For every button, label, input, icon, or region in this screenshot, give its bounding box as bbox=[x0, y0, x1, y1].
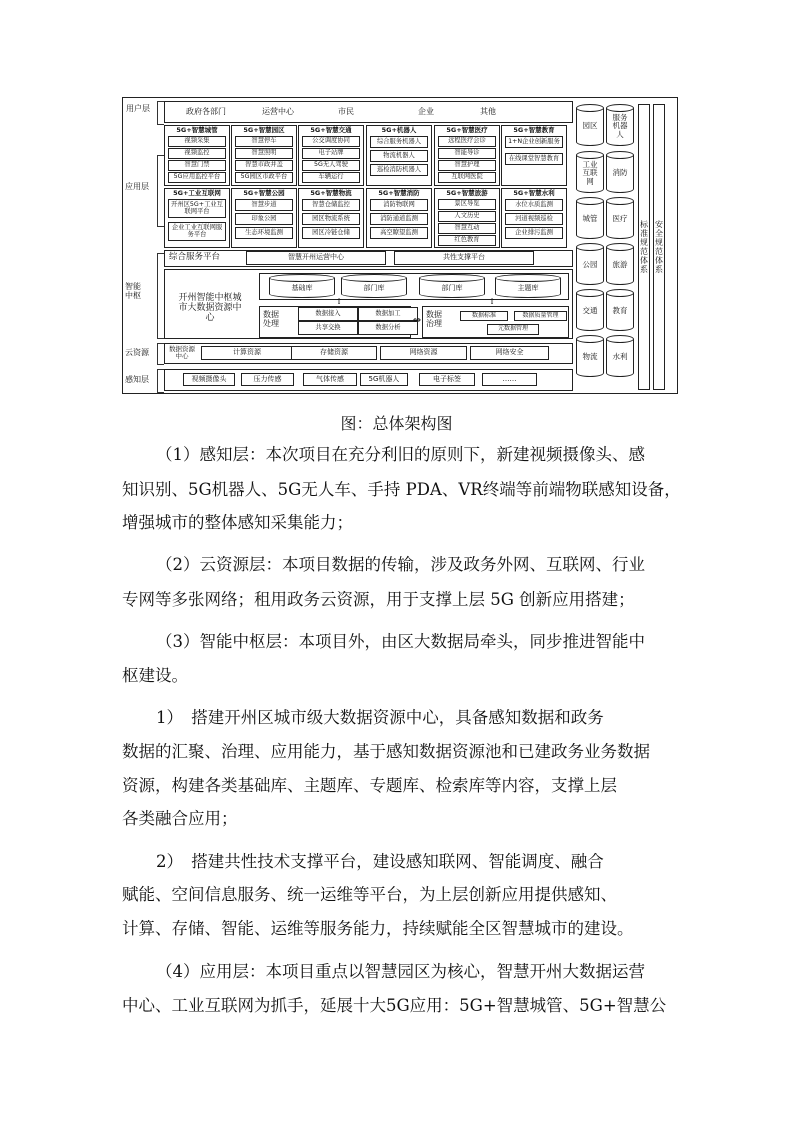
app-item: 消防物联网 bbox=[370, 199, 428, 211]
database-cylinder: 主题库 bbox=[495, 278, 561, 298]
ops-center: 智慧开州运营中心 bbox=[246, 251, 386, 265]
app-item: 互联网医院 bbox=[438, 172, 496, 183]
processing-item: 数据分析 bbox=[358, 321, 418, 335]
app-item: 巡检消防机器人 bbox=[370, 164, 428, 176]
paragraph-line: （1）感知层：本次项目在充分利旧的原则下，新建视频摄像头、感 bbox=[156, 445, 645, 464]
brace-user bbox=[157, 101, 164, 125]
architecture-diagram bbox=[122, 97, 678, 394]
paragraph-line: 资源，构建各类基础库、主题库、专题库、检索库等内容，支撑上层 bbox=[122, 776, 617, 795]
app-item: 5G无人驾驶 bbox=[302, 160, 360, 171]
governance-item: 元数据管理 bbox=[487, 324, 539, 335]
app-item: 远程医疗会诊 bbox=[438, 136, 496, 147]
up-arrow-right: ⇧ bbox=[488, 297, 496, 306]
app-item: 物流机器人 bbox=[370, 150, 428, 162]
user-item: 政府各部门 bbox=[186, 107, 226, 116]
sense-item: 气体传感 bbox=[303, 373, 357, 386]
scene-cylinder: 医疗 bbox=[606, 201, 634, 239]
paragraph-line: 各类融合应用； bbox=[122, 809, 238, 828]
app-item: 智慧门禁 bbox=[168, 160, 226, 171]
app-item: 企业排污监测 bbox=[505, 227, 563, 239]
app-group-title: 5G+机器人 bbox=[381, 126, 417, 134]
user-item: 运营中心 bbox=[262, 107, 294, 116]
security-bar: 安全规范体系 bbox=[653, 104, 665, 390]
app-group-title: 5G+智慧水利 bbox=[513, 189, 555, 197]
scene-cylinder: 旅游 bbox=[606, 247, 634, 285]
app-item: 园区物流系统 bbox=[302, 213, 360, 225]
app-item: 开州区5G+工业互联网平台 bbox=[168, 199, 226, 218]
app-item: 电子站牌 bbox=[302, 148, 360, 159]
app-group-title: 5G+智慧公园 bbox=[243, 189, 285, 197]
user-item: 企业 bbox=[418, 107, 434, 116]
app-item: 公交调度协同 bbox=[302, 136, 360, 147]
paragraph-line: 1） 搭建开州区城市级大数据资源中心，具备感知数据和政务 bbox=[156, 708, 604, 727]
paragraph-line: 数据的汇聚、治理、应用能力，基于感知数据资源池和已建政务业务数据 bbox=[122, 742, 650, 761]
app-group-title: 5G+智慧交通 bbox=[310, 126, 352, 134]
app-item: 智慧停车 bbox=[235, 136, 293, 147]
brace-sense bbox=[157, 369, 164, 393]
app-item: 视频监控 bbox=[168, 148, 226, 159]
brace-app bbox=[157, 155, 164, 227]
cloud-label: 数据资源中心 bbox=[169, 345, 195, 361]
layer-label-sense: 感知层 bbox=[125, 375, 149, 384]
app-item: 河道视频巡检 bbox=[505, 213, 563, 225]
app-group-title: 5G+工业互联网 bbox=[173, 189, 221, 197]
paragraph-line: 赋能、空间信息服务、统一运维等平台，为上层创新应用提供感知、 bbox=[122, 885, 617, 904]
app-item: 高空瞭望监测 bbox=[370, 227, 428, 239]
app-item: 1+N企业创新服务 bbox=[505, 136, 563, 148]
app-item: 园区冷链仓储 bbox=[302, 227, 360, 239]
app-item: 智慧护理 bbox=[438, 160, 496, 171]
cloud-item: 网络安全 bbox=[470, 346, 549, 360]
app-group-title: 5G+智慧医疗 bbox=[446, 126, 488, 134]
exchange-arrow: ⇔ bbox=[412, 315, 422, 326]
layer-label-cloud: 云资源 bbox=[125, 348, 149, 357]
standards-bar: 标准规范体系 bbox=[638, 104, 650, 390]
user-item: 其他 bbox=[480, 107, 496, 116]
hub-title: 开州智能中枢城市大数据资源中心 bbox=[178, 293, 242, 323]
sense-item: 电子标签 bbox=[419, 373, 475, 386]
scene-cylinder: 物流 bbox=[576, 339, 604, 377]
app-item: 印象公园 bbox=[235, 213, 293, 225]
app-item: 红色教育 bbox=[438, 235, 496, 246]
user-item: 市民 bbox=[338, 107, 354, 116]
database-cylinder: 部门库 bbox=[341, 278, 407, 298]
sense-item: 5G机器人 bbox=[360, 373, 408, 386]
layer-label-hub: 智能中枢 bbox=[125, 282, 141, 300]
layer-label-app: 应用层 bbox=[125, 182, 149, 191]
processing-item: 数据接入 bbox=[298, 307, 358, 321]
processing-item: 数据加工 bbox=[358, 307, 418, 321]
app-item: 5G园区市政平台 bbox=[235, 172, 293, 183]
scene-cylinder: 水利 bbox=[606, 339, 634, 377]
app-item: 景区导览 bbox=[438, 199, 496, 210]
figure-caption: 图：总体架构图 bbox=[340, 414, 453, 433]
app-item: 智慧仓储监控 bbox=[302, 199, 360, 211]
cloud-item: 存储资源 bbox=[291, 346, 377, 360]
paragraph-line: （3）智能中枢层：本项目外，由区大数据局牵头，同步推进智能中 bbox=[156, 632, 645, 651]
app-item: 视频采集 bbox=[168, 136, 226, 147]
processing-label: 数据处理 bbox=[263, 310, 279, 328]
brace-cloud bbox=[157, 343, 164, 365]
app-group-title: 5G+智慧园区 bbox=[243, 126, 285, 134]
app-group-title: 5G+智慧教育 bbox=[513, 126, 555, 134]
governance-item: 数据标准 bbox=[460, 311, 508, 321]
scene-cylinder: 服务机器人 bbox=[606, 108, 634, 146]
scene-cylinder: 城管 bbox=[576, 201, 604, 239]
app-item: 生态环境监测 bbox=[235, 227, 293, 239]
app-group-title: 5G+智慧消防 bbox=[378, 189, 420, 197]
processing-item: 共享交换 bbox=[298, 321, 358, 335]
app-item: 综合服务机器人 bbox=[370, 136, 428, 148]
sense-item: …… bbox=[482, 373, 537, 386]
database-cylinder: 部门库 bbox=[419, 278, 485, 298]
paragraph-line: （2）云资源层：本项目数据的传输，涉及政务外网、互联网、行业 bbox=[156, 555, 645, 574]
app-item: 智能导诊 bbox=[438, 148, 496, 159]
up-arrow-left: ⇧ bbox=[335, 297, 343, 306]
app-item: 消防通道监测 bbox=[370, 213, 428, 225]
cloud-item: 网络资源 bbox=[380, 346, 467, 360]
app-group-title: 5G+智慧城管 bbox=[176, 126, 218, 134]
scene-cylinder: 园区 bbox=[576, 108, 604, 146]
app-item: 智慧照明 bbox=[235, 148, 293, 159]
app-item: 车辆运行 bbox=[302, 172, 360, 183]
brace-hub bbox=[157, 253, 164, 339]
scene-cylinder: 交通 bbox=[576, 293, 604, 331]
app-item: 人文历史 bbox=[438, 211, 496, 222]
app-item: 企业工业互联网服务平台 bbox=[168, 222, 226, 241]
app-item: 在线课堂智慧教育 bbox=[505, 153, 563, 165]
app-item: 水位水质监测 bbox=[505, 199, 563, 211]
scene-cylinder: 公园 bbox=[576, 247, 604, 285]
scene-cylinder: 教育 bbox=[606, 293, 634, 331]
paragraph-line: 知识别、5G机器人、5G无人车、手持 PDA、VR终端等前端物联感知设备， bbox=[122, 480, 681, 499]
app-item: 智慧市政井盖 bbox=[235, 160, 293, 171]
paragraph-line: （4）应用层：本项目重点以智慧园区为核心，智慧开州大数据运营 bbox=[156, 962, 645, 981]
app-item: 5G应用监控平台 bbox=[168, 172, 226, 183]
paragraph-line: 专网等多张网络；租用政务云资源，用于支撑上层 5G 创新应用搭建； bbox=[122, 590, 635, 609]
app-item: 智慧互动 bbox=[438, 223, 496, 234]
cloud-item: 计算资源 bbox=[201, 346, 293, 360]
governance-label: 数据治理 bbox=[426, 310, 442, 328]
scene-cylinder: 消防 bbox=[606, 155, 634, 193]
paragraph-line: 枢建设。 bbox=[122, 666, 188, 685]
paragraph-line: 中心、工业互联网为抓手，延展十大5G应用：5G+智慧城管、5G+智慧公 bbox=[122, 996, 667, 1015]
paragraph-line: 增强城市的整体感知采集能力； bbox=[122, 513, 353, 532]
paragraph-line: 2） 搭建共性技术支撑平台，建设感知联网、智能调度、融合 bbox=[156, 852, 604, 871]
app-group-title: 5G+智慧物流 bbox=[310, 189, 352, 197]
app-item: 智慧步道 bbox=[235, 199, 293, 211]
layer-label-user: 用户层 bbox=[126, 104, 150, 113]
database-cylinder: 基础库 bbox=[269, 278, 335, 298]
paragraph-line: 计算、存储、智能、运维等服务能力，持续赋能全区智慧城市的建设。 bbox=[122, 919, 634, 938]
common-platform: 共性支撑平台 bbox=[394, 251, 534, 265]
app-group-title: 5G+智慧旅游 bbox=[446, 189, 488, 197]
sense-item: 视频摄像头 bbox=[183, 373, 235, 386]
governance-item: 数据质量管理 bbox=[514, 311, 567, 321]
platform-label: 综合服务平台 bbox=[169, 252, 221, 262]
scene-cylinder: 工业互联网 bbox=[576, 155, 604, 193]
sense-item: 压力传感 bbox=[241, 373, 294, 386]
